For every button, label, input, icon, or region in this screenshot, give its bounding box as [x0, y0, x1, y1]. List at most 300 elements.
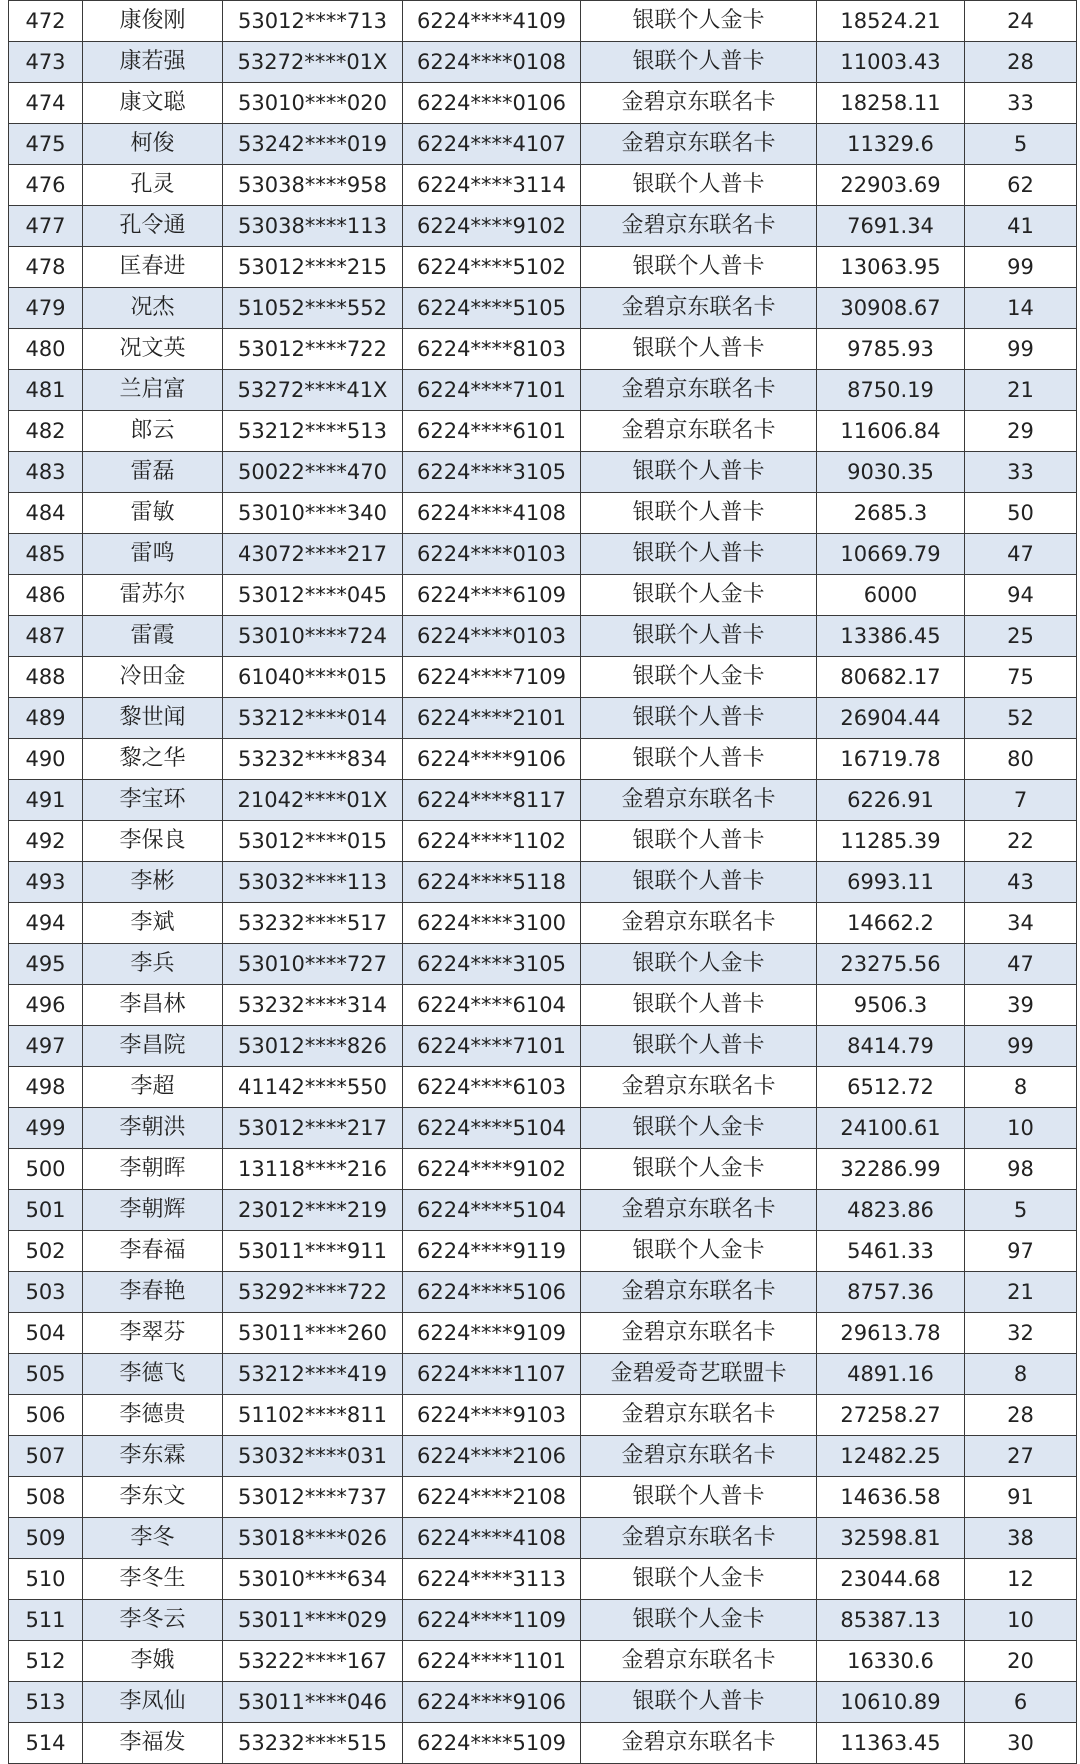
id-number-cell: 53212****014	[223, 698, 403, 739]
card-type-cell: 金碧京东联名卡	[581, 903, 817, 944]
seq-cell: 505	[9, 1354, 83, 1395]
card-number-cell: 6224****7101	[403, 370, 581, 411]
count-cell: 12	[965, 1559, 1077, 1600]
table-row	[9, 985, 1077, 1026]
count-cell: 99	[965, 1026, 1077, 1067]
name-cell: 李彬	[83, 862, 223, 903]
seq-cell: 492	[9, 821, 83, 862]
amount-cell: 7691.34	[817, 206, 965, 247]
name-cell: 李朝辉	[83, 1190, 223, 1231]
seq-cell: 488	[9, 657, 83, 698]
seq-cell: 475	[9, 124, 83, 165]
seq-cell: 509	[9, 1518, 83, 1559]
amount-cell: 13386.45	[817, 616, 965, 657]
card-type-cell: 金碧京东联名卡	[581, 1723, 817, 1764]
seq-cell: 482	[9, 411, 83, 452]
table-row	[9, 452, 1077, 493]
card-number-cell: 6224****4109	[403, 1, 581, 42]
table-row	[9, 206, 1077, 247]
count-cell: 27	[965, 1436, 1077, 1477]
name-cell: 李冬云	[83, 1600, 223, 1641]
amount-cell: 6000	[817, 575, 965, 616]
count-cell: 47	[965, 944, 1077, 985]
table-row	[9, 1682, 1077, 1723]
card-type-cell: 金碧京东联名卡	[581, 1518, 817, 1559]
name-cell: 况杰	[83, 288, 223, 329]
card-type-cell: 金碧京东联名卡	[581, 1190, 817, 1231]
seq-cell: 508	[9, 1477, 83, 1518]
seq-cell: 504	[9, 1313, 83, 1354]
amount-cell: 4823.86	[817, 1190, 965, 1231]
name-cell: 李冬	[83, 1518, 223, 1559]
seq-cell: 500	[9, 1149, 83, 1190]
count-cell: 28	[965, 1395, 1077, 1436]
seq-cell: 494	[9, 903, 83, 944]
card-number-cell: 6224****3113	[403, 1559, 581, 1600]
table-row	[9, 903, 1077, 944]
id-number-cell: 53232****515	[223, 1723, 403, 1764]
seq-cell: 493	[9, 862, 83, 903]
amount-cell: 11003.43	[817, 42, 965, 83]
name-cell: 李德贵	[83, 1395, 223, 1436]
table-row	[9, 780, 1077, 821]
amount-cell: 14662.2	[817, 903, 965, 944]
id-number-cell: 53292****722	[223, 1272, 403, 1313]
count-cell: 22	[965, 821, 1077, 862]
seq-cell: 489	[9, 698, 83, 739]
card-type-cell: 银联个人普卡	[581, 329, 817, 370]
count-cell: 50	[965, 493, 1077, 534]
seq-cell: 485	[9, 534, 83, 575]
seq-cell: 478	[9, 247, 83, 288]
table-row	[9, 370, 1077, 411]
card-type-cell: 金碧京东联名卡	[581, 83, 817, 124]
amount-cell: 12482.25	[817, 1436, 965, 1477]
seq-cell: 477	[9, 206, 83, 247]
name-cell: 李保良	[83, 821, 223, 862]
table-row	[9, 1518, 1077, 1559]
amount-cell: 10669.79	[817, 534, 965, 575]
card-type-cell: 银联个人金卡	[581, 1600, 817, 1641]
card-number-cell: 6224****7109	[403, 657, 581, 698]
name-cell: 雷敏	[83, 493, 223, 534]
card-number-cell: 6224****4107	[403, 124, 581, 165]
id-number-cell: 53012****826	[223, 1026, 403, 1067]
seq-cell: 473	[9, 42, 83, 83]
count-cell: 62	[965, 165, 1077, 206]
name-cell: 康文聪	[83, 83, 223, 124]
count-cell: 14	[965, 288, 1077, 329]
id-number-cell: 53012****713	[223, 1, 403, 42]
table-row	[9, 288, 1077, 329]
name-cell: 雷磊	[83, 452, 223, 493]
card-type-cell: 金碧京东联名卡	[581, 1313, 817, 1354]
amount-cell: 10610.89	[817, 1682, 965, 1723]
amount-cell: 30908.67	[817, 288, 965, 329]
card-number-cell: 6224****9103	[403, 1395, 581, 1436]
card-number-cell: 6224****3105	[403, 944, 581, 985]
seq-cell: 513	[9, 1682, 83, 1723]
card-number-cell: 6224****3100	[403, 903, 581, 944]
amount-cell: 2685.3	[817, 493, 965, 534]
card-type-cell: 银联个人金卡	[581, 657, 817, 698]
card-number-cell: 6224****0103	[403, 534, 581, 575]
name-cell: 孔令通	[83, 206, 223, 247]
id-number-cell: 23012****219	[223, 1190, 403, 1231]
name-cell: 雷霞	[83, 616, 223, 657]
card-number-cell: 6224****6104	[403, 985, 581, 1026]
count-cell: 33	[965, 452, 1077, 493]
amount-cell: 18524.21	[817, 1, 965, 42]
name-cell: 雷鸣	[83, 534, 223, 575]
card-type-cell: 银联个人普卡	[581, 862, 817, 903]
count-cell: 99	[965, 247, 1077, 288]
id-number-cell: 51102****811	[223, 1395, 403, 1436]
amount-cell: 16719.78	[817, 739, 965, 780]
card-number-cell: 6224****1101	[403, 1641, 581, 1682]
id-number-cell: 53038****113	[223, 206, 403, 247]
count-cell: 24	[965, 1, 1077, 42]
amount-cell: 23044.68	[817, 1559, 965, 1600]
table-row	[9, 42, 1077, 83]
card-type-cell: 金碧京东联名卡	[581, 1272, 817, 1313]
table-row	[9, 1395, 1077, 1436]
card-number-cell: 6224****9109	[403, 1313, 581, 1354]
name-cell: 李东霖	[83, 1436, 223, 1477]
id-number-cell: 53232****314	[223, 985, 403, 1026]
table-row	[9, 616, 1077, 657]
count-cell: 47	[965, 534, 1077, 575]
id-number-cell: 53012****045	[223, 575, 403, 616]
amount-cell: 27258.27	[817, 1395, 965, 1436]
table-row	[9, 1477, 1077, 1518]
name-cell: 郎云	[83, 411, 223, 452]
id-number-cell: 53222****167	[223, 1641, 403, 1682]
card-number-cell: 6224****6109	[403, 575, 581, 616]
id-number-cell: 43072****217	[223, 534, 403, 575]
card-type-cell: 银联个人普卡	[581, 985, 817, 1026]
card-type-cell: 银联个人普卡	[581, 616, 817, 657]
seq-cell: 507	[9, 1436, 83, 1477]
count-cell: 29	[965, 411, 1077, 452]
seq-cell: 472	[9, 1, 83, 42]
id-number-cell: 53038****958	[223, 165, 403, 206]
seq-cell: 476	[9, 165, 83, 206]
name-cell: 李昌林	[83, 985, 223, 1026]
amount-cell: 11606.84	[817, 411, 965, 452]
card-number-cell: 6224****0103	[403, 616, 581, 657]
id-number-cell: 53010****724	[223, 616, 403, 657]
card-type-cell: 银联个人金卡	[581, 944, 817, 985]
card-number-cell: 6224****0106	[403, 83, 581, 124]
card-type-cell: 银联个人普卡	[581, 165, 817, 206]
id-number-cell: 53012****217	[223, 1108, 403, 1149]
name-cell: 李翠芬	[83, 1313, 223, 1354]
card-type-cell: 金碧京东联名卡	[581, 1395, 817, 1436]
seq-cell: 495	[9, 944, 83, 985]
id-number-cell: 51052****552	[223, 288, 403, 329]
id-number-cell: 53012****215	[223, 247, 403, 288]
table-row	[9, 1354, 1077, 1395]
seq-cell: 490	[9, 739, 83, 780]
name-cell: 柯俊	[83, 124, 223, 165]
amount-cell: 16330.6	[817, 1641, 965, 1682]
amount-cell: 22903.69	[817, 165, 965, 206]
count-cell: 25	[965, 616, 1077, 657]
seq-cell: 497	[9, 1026, 83, 1067]
card-number-cell: 6224****4108	[403, 1518, 581, 1559]
card-number-cell: 6224****8117	[403, 780, 581, 821]
card-type-cell: 金碧京东联名卡	[581, 124, 817, 165]
name-cell: 匡春进	[83, 247, 223, 288]
count-cell: 20	[965, 1641, 1077, 1682]
name-cell: 兰启富	[83, 370, 223, 411]
seq-cell: 502	[9, 1231, 83, 1272]
card-number-cell: 6224****2108	[403, 1477, 581, 1518]
seq-cell: 503	[9, 1272, 83, 1313]
amount-cell: 6512.72	[817, 1067, 965, 1108]
amount-cell: 8750.19	[817, 370, 965, 411]
card-number-cell: 6224****5109	[403, 1723, 581, 1764]
table-row	[9, 944, 1077, 985]
amount-cell: 8414.79	[817, 1026, 965, 1067]
table-row	[9, 739, 1077, 780]
id-number-cell: 53242****019	[223, 124, 403, 165]
card-number-cell: 6224****9106	[403, 1682, 581, 1723]
name-cell: 李朝洪	[83, 1108, 223, 1149]
count-cell: 30	[965, 1723, 1077, 1764]
seq-cell: 501	[9, 1190, 83, 1231]
table-row	[9, 1190, 1077, 1231]
name-cell: 李德飞	[83, 1354, 223, 1395]
card-number-cell: 6224****5106	[403, 1272, 581, 1313]
seq-cell: 512	[9, 1641, 83, 1682]
id-number-cell: 53012****737	[223, 1477, 403, 1518]
count-cell: 32	[965, 1313, 1077, 1354]
table-row	[9, 1313, 1077, 1354]
name-cell: 冷田金	[83, 657, 223, 698]
name-cell: 李凤仙	[83, 1682, 223, 1723]
card-number-cell: 6224****2106	[403, 1436, 581, 1477]
seq-cell: 496	[9, 985, 83, 1026]
card-number-cell: 6224****3114	[403, 165, 581, 206]
card-type-cell: 金碧京东联名卡	[581, 1436, 817, 1477]
card-type-cell: 银联个人普卡	[581, 534, 817, 575]
count-cell: 33	[965, 83, 1077, 124]
table-row	[9, 1641, 1077, 1682]
seq-cell: 487	[9, 616, 83, 657]
id-number-cell: 53010****020	[223, 83, 403, 124]
count-cell: 6	[965, 1682, 1077, 1723]
seq-cell: 499	[9, 1108, 83, 1149]
amount-cell: 9030.35	[817, 452, 965, 493]
name-cell: 李超	[83, 1067, 223, 1108]
card-type-cell: 金碧京东联名卡	[581, 206, 817, 247]
name-cell: 李宝环	[83, 780, 223, 821]
count-cell: 41	[965, 206, 1077, 247]
name-cell: 李昌院	[83, 1026, 223, 1067]
amount-cell: 11285.39	[817, 821, 965, 862]
id-number-cell: 53272****41X	[223, 370, 403, 411]
card-type-cell: 金碧京东联名卡	[581, 1641, 817, 1682]
seq-cell: 506	[9, 1395, 83, 1436]
id-number-cell: 50022****470	[223, 452, 403, 493]
seq-cell: 484	[9, 493, 83, 534]
card-type-cell: 金碧京东联名卡	[581, 411, 817, 452]
count-cell: 97	[965, 1231, 1077, 1272]
id-number-cell: 53018****026	[223, 1518, 403, 1559]
card-type-cell: 银联个人普卡	[581, 821, 817, 862]
id-number-cell: 53012****015	[223, 821, 403, 862]
card-type-cell: 银联个人普卡	[581, 1682, 817, 1723]
count-cell: 34	[965, 903, 1077, 944]
count-cell: 8	[965, 1354, 1077, 1395]
table-row	[9, 165, 1077, 206]
table-row	[9, 1436, 1077, 1477]
card-type-cell: 银联个人金卡	[581, 575, 817, 616]
count-cell: 21	[965, 370, 1077, 411]
table-row	[9, 411, 1077, 452]
records-table	[8, 0, 1077, 1764]
name-cell: 况文英	[83, 329, 223, 370]
count-cell: 39	[965, 985, 1077, 1026]
count-cell: 21	[965, 1272, 1077, 1313]
id-number-cell: 41142****550	[223, 1067, 403, 1108]
id-number-cell: 53232****834	[223, 739, 403, 780]
table-row	[9, 1272, 1077, 1313]
id-number-cell: 13118****216	[223, 1149, 403, 1190]
name-cell: 李朝晖	[83, 1149, 223, 1190]
amount-cell: 80682.17	[817, 657, 965, 698]
card-number-cell: 6224****9102	[403, 1149, 581, 1190]
seq-cell: 479	[9, 288, 83, 329]
id-number-cell: 53232****517	[223, 903, 403, 944]
count-cell: 91	[965, 1477, 1077, 1518]
amount-cell: 4891.16	[817, 1354, 965, 1395]
count-cell: 94	[965, 575, 1077, 616]
id-number-cell: 53272****01X	[223, 42, 403, 83]
id-number-cell: 53012****722	[223, 329, 403, 370]
card-type-cell: 银联个人金卡	[581, 1, 817, 42]
amount-cell: 24100.61	[817, 1108, 965, 1149]
amount-cell: 26904.44	[817, 698, 965, 739]
count-cell: 7	[965, 780, 1077, 821]
seq-cell: 483	[9, 452, 83, 493]
card-number-cell: 6224****8103	[403, 329, 581, 370]
table-row	[9, 1559, 1077, 1600]
id-number-cell: 53011****046	[223, 1682, 403, 1723]
id-number-cell: 53212****419	[223, 1354, 403, 1395]
count-cell: 75	[965, 657, 1077, 698]
table-row	[9, 657, 1077, 698]
card-type-cell: 银联个人金卡	[581, 1231, 817, 1272]
seq-cell: 480	[9, 329, 83, 370]
card-type-cell: 银联个人普卡	[581, 698, 817, 739]
table-row	[9, 1, 1077, 42]
card-type-cell: 银联个人普卡	[581, 493, 817, 534]
name-cell: 李春福	[83, 1231, 223, 1272]
seq-cell: 491	[9, 780, 83, 821]
card-number-cell: 6224****7101	[403, 1026, 581, 1067]
card-number-cell: 6224****9102	[403, 206, 581, 247]
amount-cell: 32286.99	[817, 1149, 965, 1190]
id-number-cell: 53010****727	[223, 944, 403, 985]
id-number-cell: 53032****113	[223, 862, 403, 903]
seq-cell: 486	[9, 575, 83, 616]
card-number-cell: 6224****0108	[403, 42, 581, 83]
card-number-cell: 6224****5104	[403, 1108, 581, 1149]
id-number-cell: 53010****634	[223, 1559, 403, 1600]
table-row	[9, 1231, 1077, 1272]
card-type-cell: 银联个人普卡	[581, 1026, 817, 1067]
name-cell: 孔灵	[83, 165, 223, 206]
seq-cell: 514	[9, 1723, 83, 1764]
amount-cell: 9506.3	[817, 985, 965, 1026]
name-cell: 李春艳	[83, 1272, 223, 1313]
amount-cell: 32598.81	[817, 1518, 965, 1559]
amount-cell: 6226.91	[817, 780, 965, 821]
id-number-cell: 53011****911	[223, 1231, 403, 1272]
card-type-cell: 银联个人普卡	[581, 452, 817, 493]
table-row	[9, 1108, 1077, 1149]
amount-cell: 11329.6	[817, 124, 965, 165]
table-row	[9, 1723, 1077, 1764]
count-cell: 28	[965, 42, 1077, 83]
seq-cell: 510	[9, 1559, 83, 1600]
card-number-cell: 6224****6101	[403, 411, 581, 452]
card-number-cell: 6224****4108	[403, 493, 581, 534]
amount-cell: 85387.13	[817, 1600, 965, 1641]
seq-cell: 511	[9, 1600, 83, 1641]
name-cell: 李东文	[83, 1477, 223, 1518]
card-type-cell: 银联个人普卡	[581, 739, 817, 780]
table-row	[9, 698, 1077, 739]
records-table-body	[9, 1, 1077, 1764]
card-number-cell: 6224****6103	[403, 1067, 581, 1108]
card-number-cell: 6224****5118	[403, 862, 581, 903]
card-number-cell: 6224****2101	[403, 698, 581, 739]
card-type-cell: 银联个人普卡	[581, 1477, 817, 1518]
amount-cell: 6993.11	[817, 862, 965, 903]
count-cell: 98	[965, 1149, 1077, 1190]
id-number-cell: 53032****031	[223, 1436, 403, 1477]
id-number-cell: 53212****513	[223, 411, 403, 452]
card-type-cell: 银联个人金卡	[581, 1559, 817, 1600]
card-number-cell: 6224****1109	[403, 1600, 581, 1641]
count-cell: 10	[965, 1108, 1077, 1149]
card-type-cell: 金碧爱奇艺联盟卡	[581, 1354, 817, 1395]
card-type-cell: 金碧京东联名卡	[581, 288, 817, 329]
amount-cell: 11363.45	[817, 1723, 965, 1764]
amount-cell: 29613.78	[817, 1313, 965, 1354]
name-cell: 李兵	[83, 944, 223, 985]
card-type-cell: 金碧京东联名卡	[581, 370, 817, 411]
name-cell: 黎之华	[83, 739, 223, 780]
seq-cell: 498	[9, 1067, 83, 1108]
card-number-cell: 6224****5104	[403, 1190, 581, 1231]
amount-cell: 8757.36	[817, 1272, 965, 1313]
count-cell: 5	[965, 124, 1077, 165]
table-row	[9, 534, 1077, 575]
card-type-cell: 银联个人金卡	[581, 1149, 817, 1190]
amount-cell: 14636.58	[817, 1477, 965, 1518]
amount-cell: 9785.93	[817, 329, 965, 370]
id-number-cell: 53010****340	[223, 493, 403, 534]
seq-cell: 474	[9, 83, 83, 124]
amount-cell: 13063.95	[817, 247, 965, 288]
id-number-cell: 53011****260	[223, 1313, 403, 1354]
name-cell: 康俊刚	[83, 1, 223, 42]
